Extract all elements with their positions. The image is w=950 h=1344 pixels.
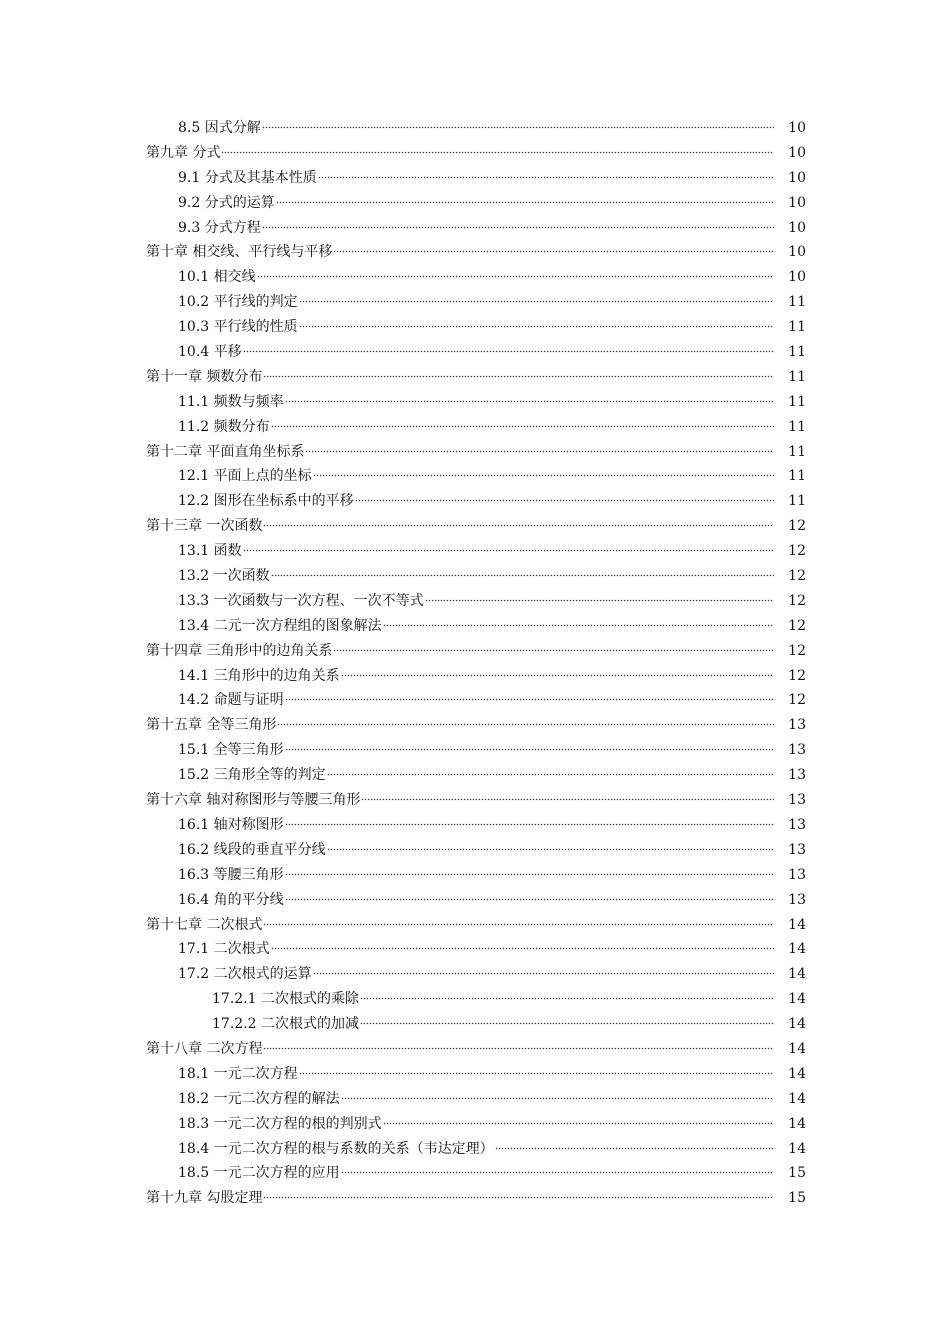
toc-entry-page: 10 xyxy=(788,169,806,186)
toc-entry-page: 13 xyxy=(788,792,806,809)
toc-entry[interactable] xyxy=(146,1112,806,1137)
dot-leader xyxy=(243,343,774,353)
toc-entry[interactable] xyxy=(146,614,806,639)
dot-leader xyxy=(271,418,774,428)
toc-entry[interactable] xyxy=(146,962,806,987)
toc-chapter[interactable] xyxy=(146,141,806,166)
toc-entry[interactable] xyxy=(146,390,806,415)
dot-leader xyxy=(425,592,774,602)
toc-entry-title: 13.3 一次函数与一次方程、一次不等式 xyxy=(178,592,424,609)
toc-entry-title: 10.2 平行线的判定 xyxy=(178,294,298,311)
toc-entry[interactable] xyxy=(146,216,806,241)
toc-entry[interactable] xyxy=(146,688,806,713)
toc-entry-page: 14 xyxy=(788,991,806,1008)
toc-entry-title: 9.3 分式方程 xyxy=(178,219,261,236)
toc-entry-page: 10 xyxy=(788,219,806,236)
toc-entry-title: 14.2 命题与证明 xyxy=(178,692,284,709)
toc-entry-title: 第十六章 轴对称图形与等腰三角形 xyxy=(146,792,361,809)
dot-leader xyxy=(285,891,774,901)
toc-entry[interactable] xyxy=(146,166,806,191)
toc-entry-page: 14 xyxy=(788,941,806,958)
toc-entry-title: 10.4 平移 xyxy=(178,344,242,361)
toc-entry-title: 第九章 分式 xyxy=(146,144,221,161)
toc-entry[interactable] xyxy=(146,265,806,290)
toc-entry-title: 第十五章 全等三角形 xyxy=(146,717,277,734)
dot-leader xyxy=(285,741,774,751)
toc-chapter[interactable] xyxy=(146,788,806,813)
dot-leader xyxy=(257,268,774,278)
dot-leader xyxy=(305,443,774,453)
toc-entry-title: 8.5 因式分解 xyxy=(178,120,261,136)
toc-entry-title: 12.1 平面上点的坐标 xyxy=(178,468,312,485)
dot-leader xyxy=(383,1115,774,1125)
toc-entry[interactable] xyxy=(146,664,806,689)
dot-leader xyxy=(327,841,774,851)
toc-entry-page: 12 xyxy=(788,543,806,560)
toc-entry-page: 10 xyxy=(788,120,806,136)
toc-entry-title: 第十三章 一次函数 xyxy=(146,518,263,535)
toc-entry[interactable] xyxy=(146,1161,806,1186)
toc-entry[interactable] xyxy=(146,489,806,514)
toc-entry-page: 14 xyxy=(788,1040,806,1057)
toc-entry-title: 第十九章 勾股定理 xyxy=(146,1190,263,1207)
toc-entry-page: 10 xyxy=(788,269,806,286)
toc-entry-title: 13.2 一次函数 xyxy=(178,568,270,585)
toc-entry-page: 14 xyxy=(788,1065,806,1082)
toc-entry-title: 18.1 一元二次方程 xyxy=(178,1065,298,1082)
toc-entry-title: 11.2 频数分布 xyxy=(178,418,270,435)
toc-entry-page: 13 xyxy=(788,866,806,883)
toc-entry-title: 13.1 函数 xyxy=(178,543,242,560)
toc-entry-title: 11.1 频数与频率 xyxy=(178,393,284,410)
toc-entry-title: 18.2 一元二次方程的解法 xyxy=(178,1090,340,1107)
dot-leader xyxy=(355,492,774,502)
toc-entry-page: 11 xyxy=(788,319,806,336)
dot-leader xyxy=(383,617,774,627)
toc-entry-title: 第十二章 平面直角坐标系 xyxy=(146,443,305,460)
toc-chapter[interactable] xyxy=(146,240,806,265)
dot-leader xyxy=(285,691,774,701)
toc-entry[interactable] xyxy=(146,290,806,315)
toc-entry[interactable] xyxy=(146,1087,806,1112)
toc-chapter[interactable] xyxy=(146,1186,806,1211)
toc-entry-page: 11 xyxy=(788,393,806,410)
toc-entry-page: 12 xyxy=(788,518,806,535)
toc-entry[interactable] xyxy=(146,838,806,863)
toc-entry-title: 第十四章 三角形中的边角关系 xyxy=(146,642,333,659)
dot-leader xyxy=(285,866,774,876)
toc-entry[interactable] xyxy=(146,464,806,489)
dot-leader xyxy=(341,1164,774,1174)
toc-entry-page: 12 xyxy=(788,692,806,709)
dot-leader xyxy=(263,1189,774,1199)
dot-leader xyxy=(360,1015,774,1025)
toc-entry[interactable] xyxy=(146,1137,806,1162)
toc-entry-title: 17.2.2 二次根式的加减 xyxy=(212,1016,359,1033)
toc-entry[interactable] xyxy=(146,888,806,913)
toc-entry-title: 第十一章 频数分布 xyxy=(146,368,263,385)
toc-chapter[interactable] xyxy=(146,365,806,390)
toc-entry-page: 10 xyxy=(788,144,806,161)
toc-entry[interactable] xyxy=(146,191,806,216)
toc-entry[interactable] xyxy=(146,863,806,888)
toc-entry-title: 17.1 二次根式 xyxy=(178,941,270,958)
dot-leader xyxy=(341,1090,774,1100)
toc-entry[interactable] xyxy=(146,564,806,589)
toc-entry-page: 11 xyxy=(788,294,806,311)
dot-leader xyxy=(341,667,774,677)
dot-leader xyxy=(318,169,774,179)
toc-entry-title: 15.2 三角形全等的判定 xyxy=(178,767,326,784)
dot-leader xyxy=(333,642,774,652)
dot-leader xyxy=(285,816,774,826)
toc-entry-page: 14 xyxy=(788,1016,806,1033)
dot-leader xyxy=(327,766,774,776)
toc-entry-page: 11 xyxy=(788,368,806,385)
toc-entry-page: 13 xyxy=(788,742,806,759)
dot-leader xyxy=(271,940,774,950)
toc-chapter[interactable] xyxy=(146,1037,806,1062)
toc-entry[interactable] xyxy=(146,415,806,440)
toc-entry-page: 11 xyxy=(788,344,806,361)
dot-leader xyxy=(263,517,774,527)
toc-chapter[interactable] xyxy=(146,713,806,738)
dot-leader xyxy=(299,318,774,328)
toc-entry-page: 13 xyxy=(788,717,806,734)
toc-entry-page: 12 xyxy=(788,667,806,684)
toc-entry-title: 17.2 二次根式的运算 xyxy=(178,966,312,983)
toc-entry-title: 16.3 等腰三角形 xyxy=(178,866,284,883)
dot-leader xyxy=(285,393,774,403)
toc-entry-title: 12.2 图形在坐标系中的平移 xyxy=(178,493,354,510)
toc-entry-title: 第十章 相交线、平行线与平移 xyxy=(146,244,333,261)
toc-entry-title: 13.4 二元一次方程组的图象解法 xyxy=(178,617,382,634)
toc-entry-title: 16.1 轴对称图形 xyxy=(178,816,284,833)
dot-leader xyxy=(299,293,774,303)
dot-leader xyxy=(495,1140,774,1150)
toc-entry-page: 14 xyxy=(788,916,806,933)
toc-entry-page: 10 xyxy=(788,194,806,211)
toc-entry-page: 12 xyxy=(788,568,806,585)
toc-entry-title: 18.4 一元二次方程的根与系数的关系（韦达定理） xyxy=(178,1140,494,1157)
toc-entry-title: 第十七章 二次根式 xyxy=(146,916,263,933)
toc-entry-page: 13 xyxy=(788,841,806,858)
toc-entry[interactable] xyxy=(146,315,806,340)
toc-entry-page: 12 xyxy=(788,642,806,659)
toc-entry-title: 15.1 全等三角形 xyxy=(178,742,284,759)
toc-entry[interactable] xyxy=(146,340,806,365)
toc-entry-page: 13 xyxy=(788,767,806,784)
toc-subentry[interactable] xyxy=(146,987,806,1012)
dot-leader xyxy=(271,567,774,577)
dot-leader xyxy=(263,1040,774,1050)
toc-chapter[interactable] xyxy=(146,639,806,664)
toc-entry-page: 11 xyxy=(788,418,806,435)
dot-leader xyxy=(299,1065,774,1075)
toc-entry-page: 14 xyxy=(788,966,806,983)
dot-leader xyxy=(243,542,774,552)
dot-leader xyxy=(313,965,774,975)
dot-leader xyxy=(263,916,774,926)
toc-entry-title: 10.3 平行线的性质 xyxy=(178,319,298,336)
toc-entry-page: 12 xyxy=(788,617,806,634)
toc-entry[interactable] xyxy=(146,813,806,838)
dot-leader xyxy=(277,716,774,726)
toc-entry[interactable] xyxy=(146,539,806,564)
toc-entry-title: 9.2 分式的运算 xyxy=(178,194,275,211)
dot-leader xyxy=(262,219,774,229)
toc-entry-title: 第十八章 二次方程 xyxy=(146,1040,263,1057)
toc-entry-page: 15 xyxy=(788,1165,806,1182)
toc-entry-title: 10.1 相交线 xyxy=(178,269,256,286)
toc-entry-page: 11 xyxy=(788,443,806,460)
toc-entry-page: 13 xyxy=(788,891,806,908)
dot-leader xyxy=(360,990,774,1000)
toc-entry[interactable] xyxy=(146,738,806,763)
toc-entry[interactable] xyxy=(146,937,806,962)
toc-chapter[interactable] xyxy=(146,514,806,539)
toc-entry[interactable] xyxy=(146,589,806,614)
toc-entry[interactable] xyxy=(146,1062,806,1087)
toc-entry-title: 14.1 三角形中的边角关系 xyxy=(178,667,340,684)
toc-entry-page: 14 xyxy=(788,1115,806,1132)
toc-entry-title: 9.1 分式及其基本性质 xyxy=(178,169,317,186)
dot-leader xyxy=(333,243,774,253)
toc-chapter[interactable] xyxy=(146,913,806,938)
toc-entry[interactable] xyxy=(146,763,806,788)
toc-entry[interactable] xyxy=(146,116,806,141)
toc-entry-page: 14 xyxy=(788,1140,806,1157)
dot-leader xyxy=(313,467,774,477)
toc-entry-page: 13 xyxy=(788,816,806,833)
dot-leader xyxy=(361,791,774,801)
toc-entry-title: 18.3 一元二次方程的根的判别式 xyxy=(178,1115,382,1132)
toc-entry-page: 15 xyxy=(788,1190,806,1207)
dot-leader xyxy=(276,194,774,204)
toc-entry-title: 18.5 一元二次方程的应用 xyxy=(178,1165,340,1182)
toc-entry-page: 14 xyxy=(788,1090,806,1107)
toc-entry-page: 11 xyxy=(788,468,806,485)
toc-entry-page: 11 xyxy=(788,493,806,510)
toc-entry-page: 10 xyxy=(788,244,806,261)
dot-leader xyxy=(262,119,774,129)
toc-entry-page: 12 xyxy=(788,592,806,609)
dot-leader xyxy=(263,368,774,378)
table-of-contents xyxy=(146,116,806,1211)
toc-entry-title: 16.2 线段的垂直平分线 xyxy=(178,841,326,858)
dot-leader xyxy=(221,144,774,154)
toc-entry-title: 17.2.1 二次根式的乘除 xyxy=(212,991,359,1008)
toc-entry-title: 16.4 角的平分线 xyxy=(178,891,284,908)
toc-chapter[interactable] xyxy=(146,440,806,465)
toc-subentry[interactable] xyxy=(146,1012,806,1037)
